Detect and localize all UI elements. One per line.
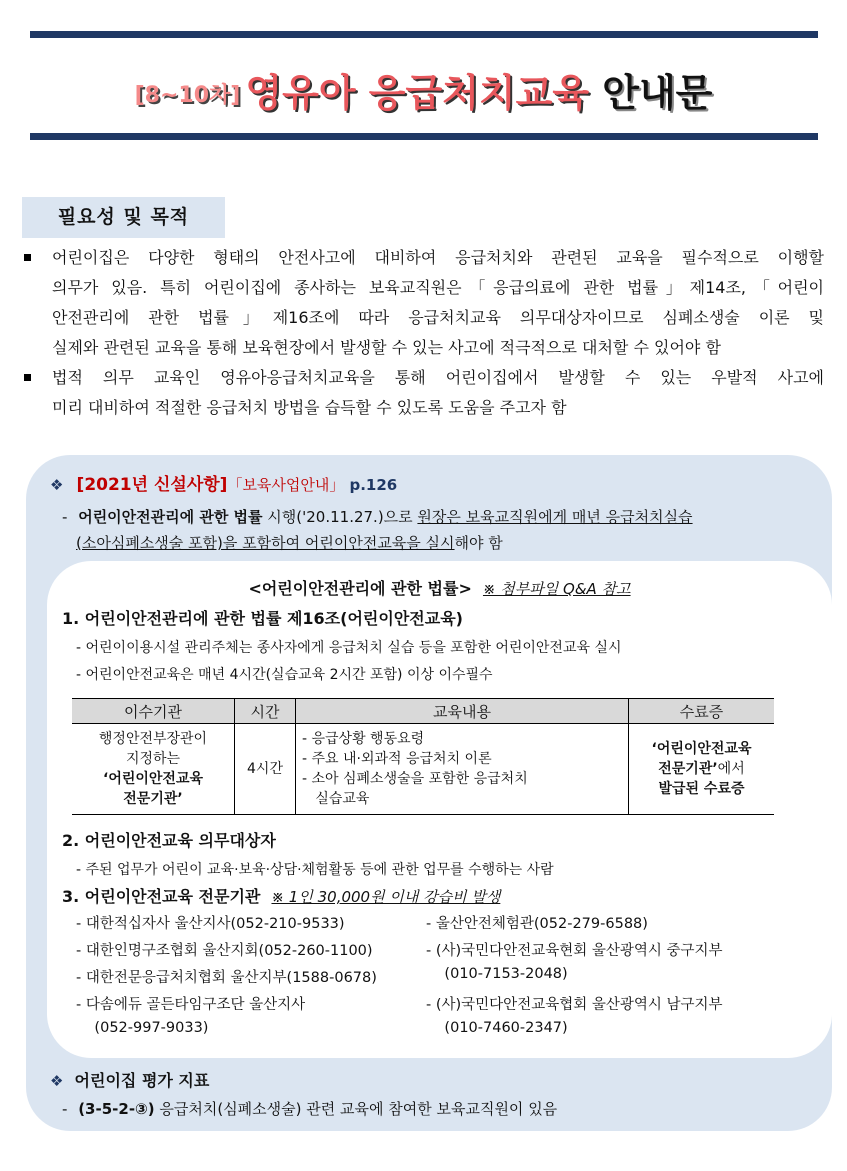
content-line: - 소아 심폐소생술을 포함한 응급처치 <box>302 771 528 787</box>
bullet1-line: 안전관리에 관한 법률」제16조에 따라 응급처치교육 의무대상자이므로 심폐소생술 이론 및 <box>52 308 824 327</box>
title-suffix: 안내문 <box>589 71 713 115</box>
bullet2-line: 법적 의무 교육인 영유아응급처치교육을 통해 어린이집에서 발생할 수 있는 우발적 사고에 <box>52 368 824 387</box>
bullet1-line: 의무가 있음. 특히 어린이집에 종사하는 보육교직원은「응급의료에 관한 법률」제14조,「어린이 <box>52 278 824 297</box>
diamond-bullet-icon: ❖ <box>50 476 64 494</box>
purpose-bullet-1 <box>52 243 824 363</box>
column-header: 이수기관 <box>72 699 235 724</box>
contact-left: - 대한인명구조협회 울산지회(052-260-1100) <box>76 943 373 959</box>
dash: - <box>62 1100 68 1118</box>
section-heading: 필요성 및 목적 <box>22 197 225 238</box>
org-line: ‘어린이안전교육 <box>103 771 203 787</box>
purpose-bullet-2 <box>52 363 824 423</box>
table-row <box>72 724 774 815</box>
title-prefix: [8~10차] <box>134 83 241 108</box>
education-table <box>72 698 774 815</box>
contact-right: - (사)국민다안전교육협회 울산광역시 남구지부 <box>426 997 723 1013</box>
section-1-title: 1. 어린이안전관리에 관한 법률 제16조(어린이안전교육) <box>62 609 463 628</box>
law-effective: 시행('20.11.27.)으로 <box>262 508 418 526</box>
section-1-item: - 어린이이용시설 관리주체는 종사자에게 응급처치 실습 등을 포함한 어린이안전교육 실시 <box>76 640 622 656</box>
column-header: 교육내용 <box>296 699 629 724</box>
tail-text: 해야 함 <box>454 534 503 552</box>
fee-note: ※ 1인 30,000원 이내 강습비 발생 <box>271 888 501 906</box>
underlined-text: (소아심폐소생술 포함)을 포함하여 어린이안전교육을 실시 <box>76 534 455 552</box>
cert-text: 에서 <box>717 761 745 777</box>
bullet2-line: 미리 대비하여 적절한 응급처치 방법을 습득할 수 있도록 도움을 주고자 함 <box>52 398 567 417</box>
section-3-title: 3. 어린이안전교육 전문기관 <box>62 887 261 906</box>
hours-cell: 4시간 <box>235 724 296 815</box>
content-line: - 응급상황 행동요령 <box>302 731 425 747</box>
evaluation-heading <box>50 1068 209 1091</box>
content-line: 실습교육 <box>302 791 370 807</box>
section-2-item: - 주된 업무가 어린이 교육·보육·상담·체험활동 등에 관한 업무를 수행하는 사람 <box>76 862 554 878</box>
cert-bold: 전문기관’ <box>658 761 718 777</box>
certificate-cell <box>629 724 775 815</box>
dash: - <box>62 508 68 526</box>
contents-cell <box>296 724 629 815</box>
contact-left: - 대한전문응급처치협회 울산지부(1588-0678) <box>76 970 377 986</box>
contact-right: (010-7153-2048) <box>426 966 568 982</box>
contact-left: - 다솜에듀 골든타임구조단 울산지사 <box>76 997 306 1013</box>
bullet-square-icon <box>24 254 31 261</box>
new-2021-heading <box>50 470 397 495</box>
contact-left: (052-997-9033) <box>76 1020 209 1036</box>
table-header-row <box>72 699 774 724</box>
indicator-text: 응급처치(심폐소생술) 관련 교육에 참여한 보육교직원이 있음 <box>154 1100 558 1118</box>
underlined-text: 원장은 보육교직원에게 매년 응급처치실습 <box>417 508 693 526</box>
top-rule <box>30 31 818 38</box>
guide-page: p.126 <box>349 476 398 494</box>
cert-line: ‘어린이안전교육 <box>651 741 752 757</box>
bullet1-line: 어린이집은 다양한 형태의 안전사고에 대비하여 응급처치와 관련된 교육을 필수적으로 이행할 <box>52 248 824 267</box>
law-note: ※ 첨부파일 Q&A 참고 <box>482 580 631 598</box>
section-1-item: - 어린이안전교육은 매년 4시간(실습교육 2시간 포함) 이상 이수필수 <box>76 667 493 683</box>
section-2-title: 2. 어린이안전교육 의무대상자 <box>62 831 276 850</box>
bullet1-line: 실제와 관련된 교육을 통해 보육현장에서 발생할 수 있는 사고에 적극적으로 대처할 수 있어야 함 <box>52 338 721 357</box>
law-heading: <어린이안전관리에 관한 법률> <box>248 579 472 598</box>
content-line: - 주요 내·외과적 응급처치 이론 <box>302 751 492 767</box>
bottom-rule <box>30 133 818 140</box>
org-cell <box>72 724 235 815</box>
org-line: 행정안전부장관이 <box>98 731 208 747</box>
org-line: 지정하는 <box>125 751 181 767</box>
guide-reference: 「보육사업안내」 <box>227 476 345 494</box>
law-name: 어린이안전관리에 관한 법률 <box>78 508 263 526</box>
column-header: 시간 <box>235 699 296 724</box>
contact-left: - 대한적십자사 울산지사(052-210-9533) <box>76 916 345 932</box>
contact-right: - 울산안전체험관(052-279-6588) <box>426 916 648 932</box>
indicator-code: (3-5-2-③) <box>78 1100 155 1118</box>
new-2021-label: [2021년 신설사항] <box>76 475 228 495</box>
cert-line: 발급된 수료증 <box>658 781 745 797</box>
section-3-heading <box>62 884 500 907</box>
title-main: 영유아 응급처치교육 <box>245 71 590 115</box>
bullet-square-icon <box>24 374 31 381</box>
contact-right: - (사)국민다안전교육현회 울산광역시 중구지부 <box>426 943 723 959</box>
contact-right: (010-7460-2347) <box>426 1020 568 1036</box>
law-heading-row <box>47 576 832 599</box>
org-line: 전문기관’ <box>123 791 183 807</box>
diamond-bullet-icon: ❖ <box>50 1072 64 1090</box>
new-2021-text <box>62 504 802 556</box>
cert-line <box>631 759 772 779</box>
evaluation-item <box>62 1098 557 1119</box>
page-title <box>0 62 847 117</box>
evaluation-title: 어린이집 평가 지표 <box>74 1071 210 1090</box>
column-header: 수료증 <box>629 699 775 724</box>
